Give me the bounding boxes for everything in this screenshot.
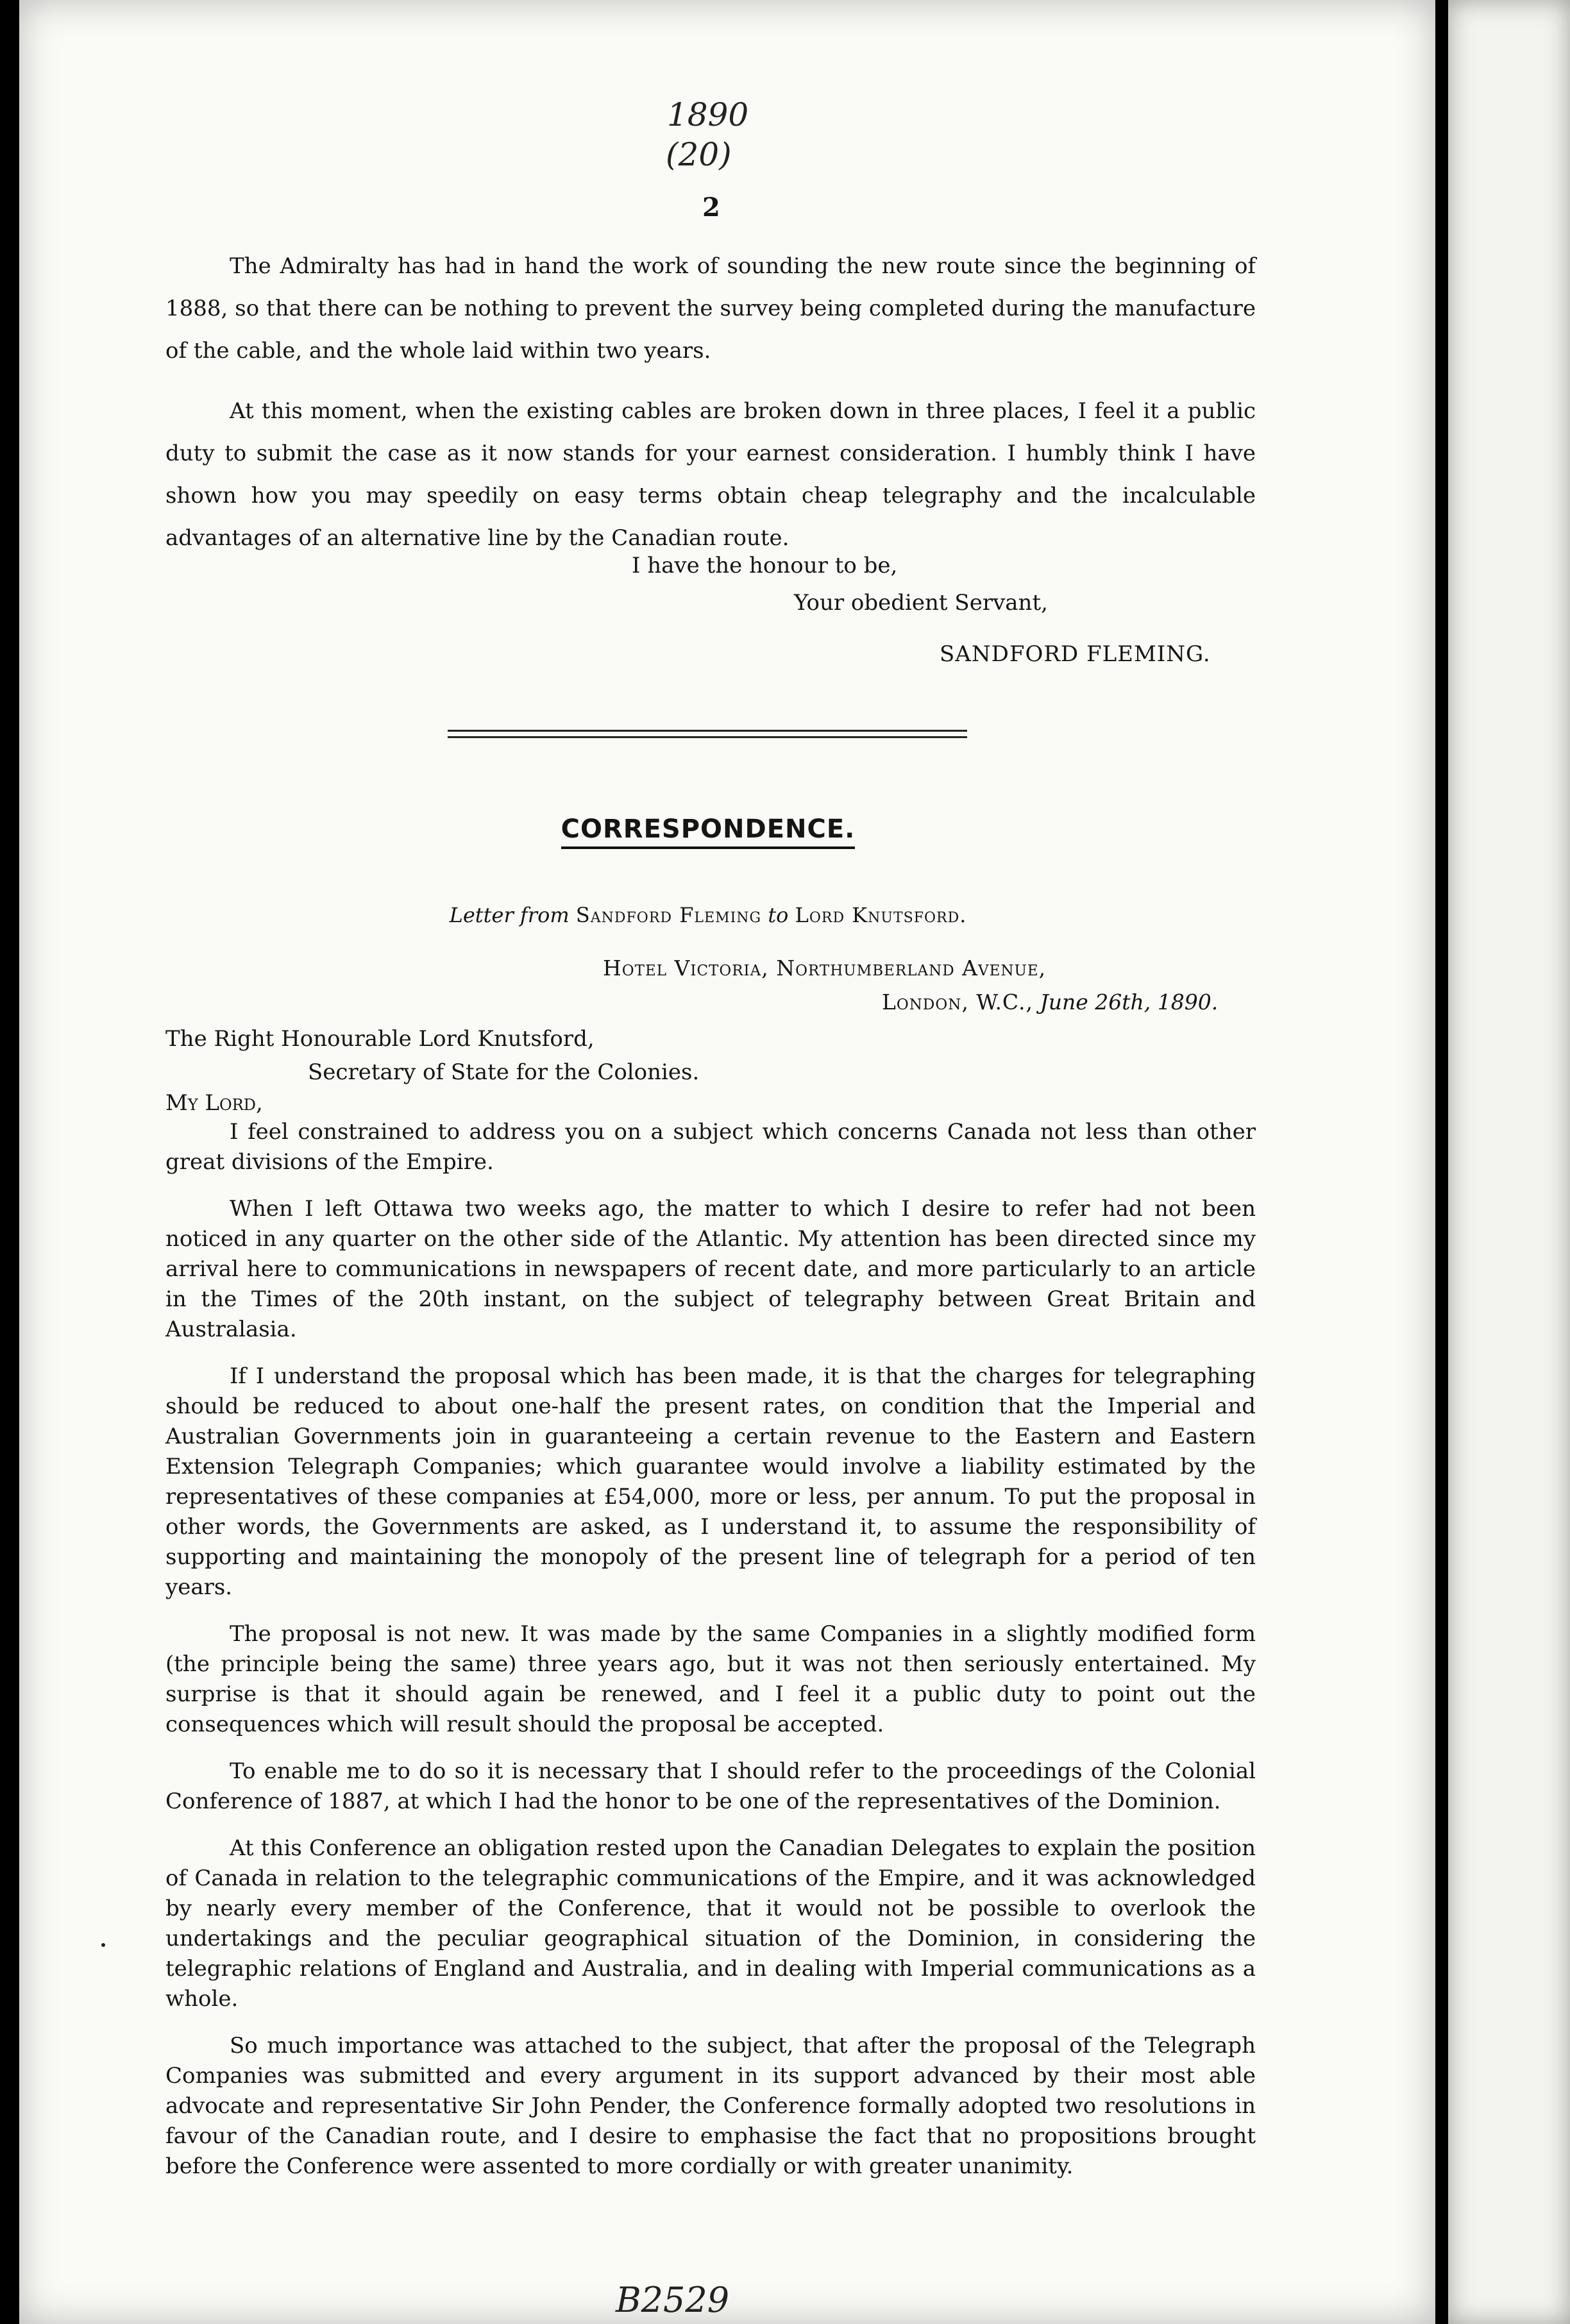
letter-title-prefix: Letter from [449, 903, 570, 927]
closing-line-1: I have the honour to be, [632, 553, 898, 578]
letter-body [165, 1117, 1256, 2198]
paragraph-public-duty: At this moment, when the existing cables are broken down in three places, I feel it a public duty to submit the case as it now stands for your earnest consideration. I humbly think I have shown how you may speedily on easy terms obtain cheap telegraphy and the incalculable advantages of an alternative line by the Canadian route. [165, 398, 1256, 551]
page-gutter [1435, 0, 1448, 2324]
divider-rule [448, 730, 967, 732]
signature: SANDFORD FLEMING. [940, 641, 1211, 667]
letter-sender: Sandford Fleming [575, 903, 762, 927]
page-number: 2 [702, 192, 720, 223]
letter-paragraph: At this Conference an obligation rested upon the Canadian Delegates to explain the position of Canada in relation to the telegraphic communications of the Empire, and it was acknowledged by nearly every member of the Conference, that it would not be possible to overlook the undertakings and the peculiar geographical situation of the Dominion, in considering the telegraphic relations of England and Australia, and in dealing with Imperial communications as a whole. [165, 1835, 1256, 2012]
handwritten-catalog-number: B2529 [616, 2280, 730, 2320]
letter-paragraph: So much importance was attached to the subject, that after the proposal of the Telegraph Companies was submitted and every argument in its support advanced by their most able advocate and representative Sir John Pender, the Conference formally adopted two resolutions in favour of the Canadian route, and I desire to emphasise the fact that no propositions brought before the Conference were assented to more cordially or with greater unanimity. [165, 2033, 1256, 2179]
letter-paragraph: To enable me to do so it is necessary that I should refer to the proceedings of the Colonial Conference of 1887, at which I had the honor to be one of the representatives of the Dominion. [165, 1758, 1256, 1814]
letter-date: June 26th, 1890. [1040, 989, 1219, 1015]
heading-text: CORRESPONDENCE. [561, 814, 856, 849]
letter-paragraph: The proposal is not new. It was made by the same Companies in a slightly modified form (the principle being the same) three years ago, but it was not then seriously entertained. My surprise is that it should again be renewed, and I feel it a public duty to point out the consequences which will result should the proposal be accepted. [165, 1621, 1256, 1737]
letter-title-to: to [768, 903, 789, 927]
letter-title [0, 903, 1416, 927]
paragraph-admiralty: The Admiralty has had in hand the work of sounding the new route since the beginning of 1888, so that there can be nothing to prevent the survey being completed during the manufacture of the cable, and the whole laid within two years. [165, 253, 1256, 364]
section-heading [0, 814, 1416, 844]
letter-paragraph: When I left Ottawa two weeks ago, the matter to which I desire to refer had not been noticed in any quarter on the other side of the Atlantic. My attention has been directed since my arrival here to communications in newspapers of recent date, and more particularly to an article in the Times of the 20th instant, on the subject of telegraphy between Great Britain and Australasia. [165, 1196, 1256, 1342]
addressee-title: Secretary of State for the Colonies. [308, 1059, 700, 1085]
ink-speck [101, 1943, 105, 1947]
addressee-name: The Right Honourable Lord Knutsford, [165, 1026, 595, 1052]
handwritten-reference: (20) [666, 136, 732, 173]
intro-text [165, 245, 1256, 577]
sender-city-date [882, 989, 1218, 1015]
adjacent-page-edge [1448, 0, 1570, 2324]
handwritten-year: 1890 [667, 96, 749, 133]
closing-line-2: Your obedient Servant, [794, 590, 1048, 616]
salutation: My Lord, [165, 1090, 263, 1116]
letter-paragraph: If I understand the proposal which has been made, it is that the charges for telegraphing should be reduced to about one-half the present rates, on condition that the Imperial and Australian Governments join in guaranteeing a certain revenue to the Eastern and Eastern Extension Telegraph Companies; which guarantee would involve a liability estimated by the representatives of these companies at £54,000, more or less, per annum. To put the proposal in other words, the Governments are asked, as I understand it, to assume the responsibility of supporting and maintaining the monopoly of the present line of telegraph for a period of ten years. [165, 1363, 1256, 1600]
sender-city: London, W.C., [882, 989, 1033, 1015]
letter-paragraph: I feel constrained to address you on a subject which concerns Canada not less than other great divisions of the Empire. [165, 1119, 1256, 1175]
sender-address: Hotel Victoria, Northumberland Avenue, [603, 956, 1047, 981]
letter-recipient: Lord Knutsford. [795, 903, 967, 927]
divider-rule [448, 736, 967, 738]
